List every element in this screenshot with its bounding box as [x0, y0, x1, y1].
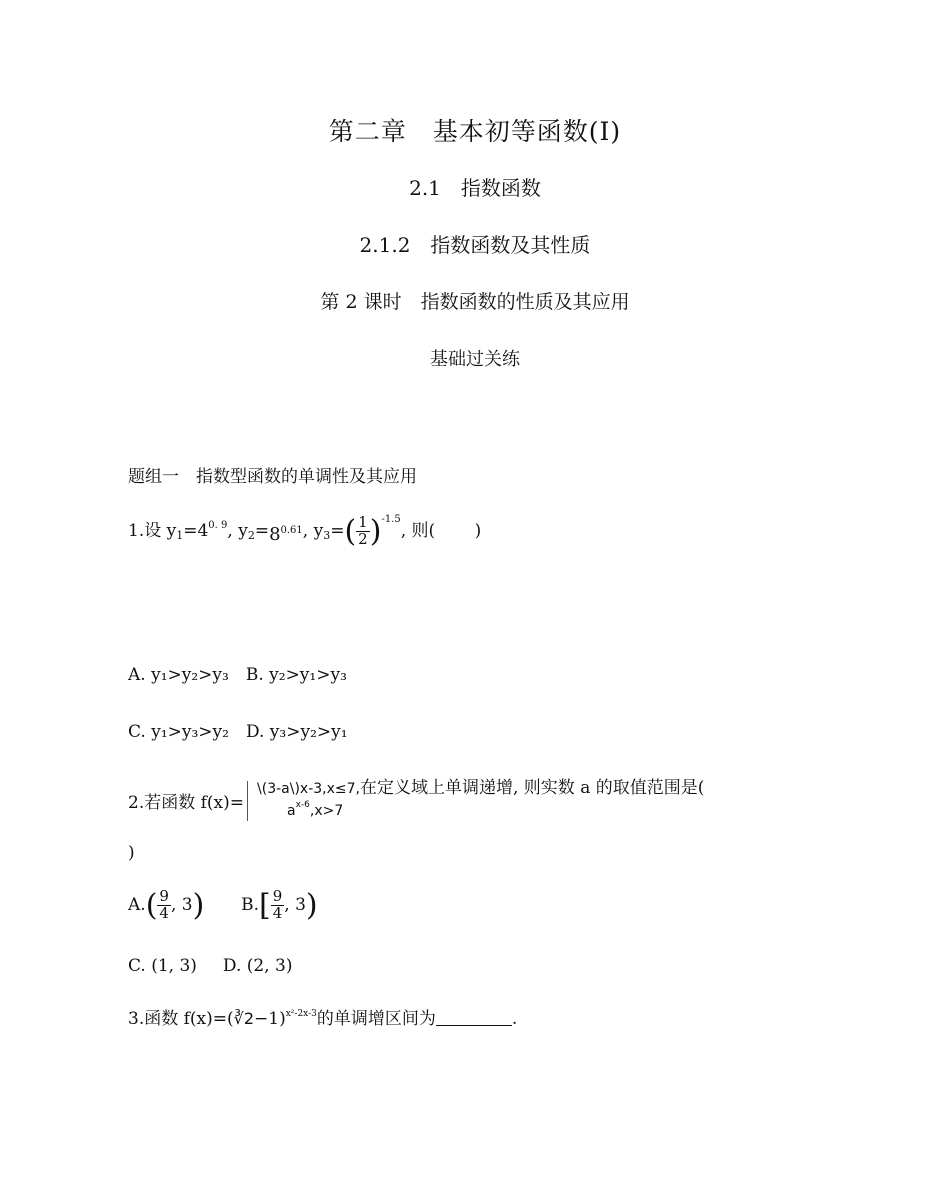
piecewise-function: \(3-a\)x-3,x≤7, $a^{x-6},x>7$	[257, 781, 360, 819]
q2-option-a-b	[128, 888, 318, 923]
question-1: 1.设 $y_1=4^{0. 9}$, $y_2=8^{0.61}$, $y_3=$( $\frac{1}{2}$ )$^{-1.5}$, 则( )	[128, 513, 482, 549]
subsection-title: 2.1.2 指数函数及其性质	[359, 233, 591, 257]
q2-option-c-d	[128, 956, 292, 976]
cube-root-two: ∛2	[233, 1009, 255, 1028]
chapter-title: 第二章 基本初等函数(Ⅰ)	[328, 117, 622, 146]
lesson-title: 第 2 课时 指数函数的性质及其应用	[320, 291, 630, 313]
option-a: A.( $\frac{9}{4}$ , 3)	[128, 887, 205, 923]
practice-title: 基础过关练	[430, 349, 520, 370]
section-title: 2.1 指数函数	[409, 176, 541, 200]
piecewise-brace	[247, 781, 254, 821]
option-d: D. (2, 3)	[222, 956, 293, 976]
option-b: B.[ $\frac{9}{4}$ , 3)	[241, 887, 318, 923]
fraction-one-half: $\frac{1}{2}$	[358, 513, 368, 548]
option-c: C. y₁>y₃>y₂	[128, 722, 229, 742]
question-2-close: )	[128, 843, 135, 863]
option-d: D. y₃>y₂>y₁	[245, 722, 348, 742]
q1-option-c-d	[128, 717, 348, 742]
q1-option-a-b	[128, 660, 347, 685]
question-3: 3.函数 f(x)=(∛2−1)$^{x^2-2x-3}$的单调增区间为 .	[128, 1009, 518, 1029]
option-b: B. y₂>y₁>y₃	[245, 665, 347, 685]
option-c: C. (1, 3)	[128, 956, 197, 976]
question-2: 2.若函数 f(x)= \(3-a\)x-3,x≤7, $a^{x-6},x>7$ 在定义域上单调递增, 则实数 a 的取值范围是(	[128, 778, 705, 819]
answer-blank[interactable]	[436, 1009, 512, 1026]
question-group-title: 题组一 指数型函数的单调性及其应用	[128, 467, 417, 487]
option-a: A. y₁>y₂>y₃	[128, 665, 229, 685]
